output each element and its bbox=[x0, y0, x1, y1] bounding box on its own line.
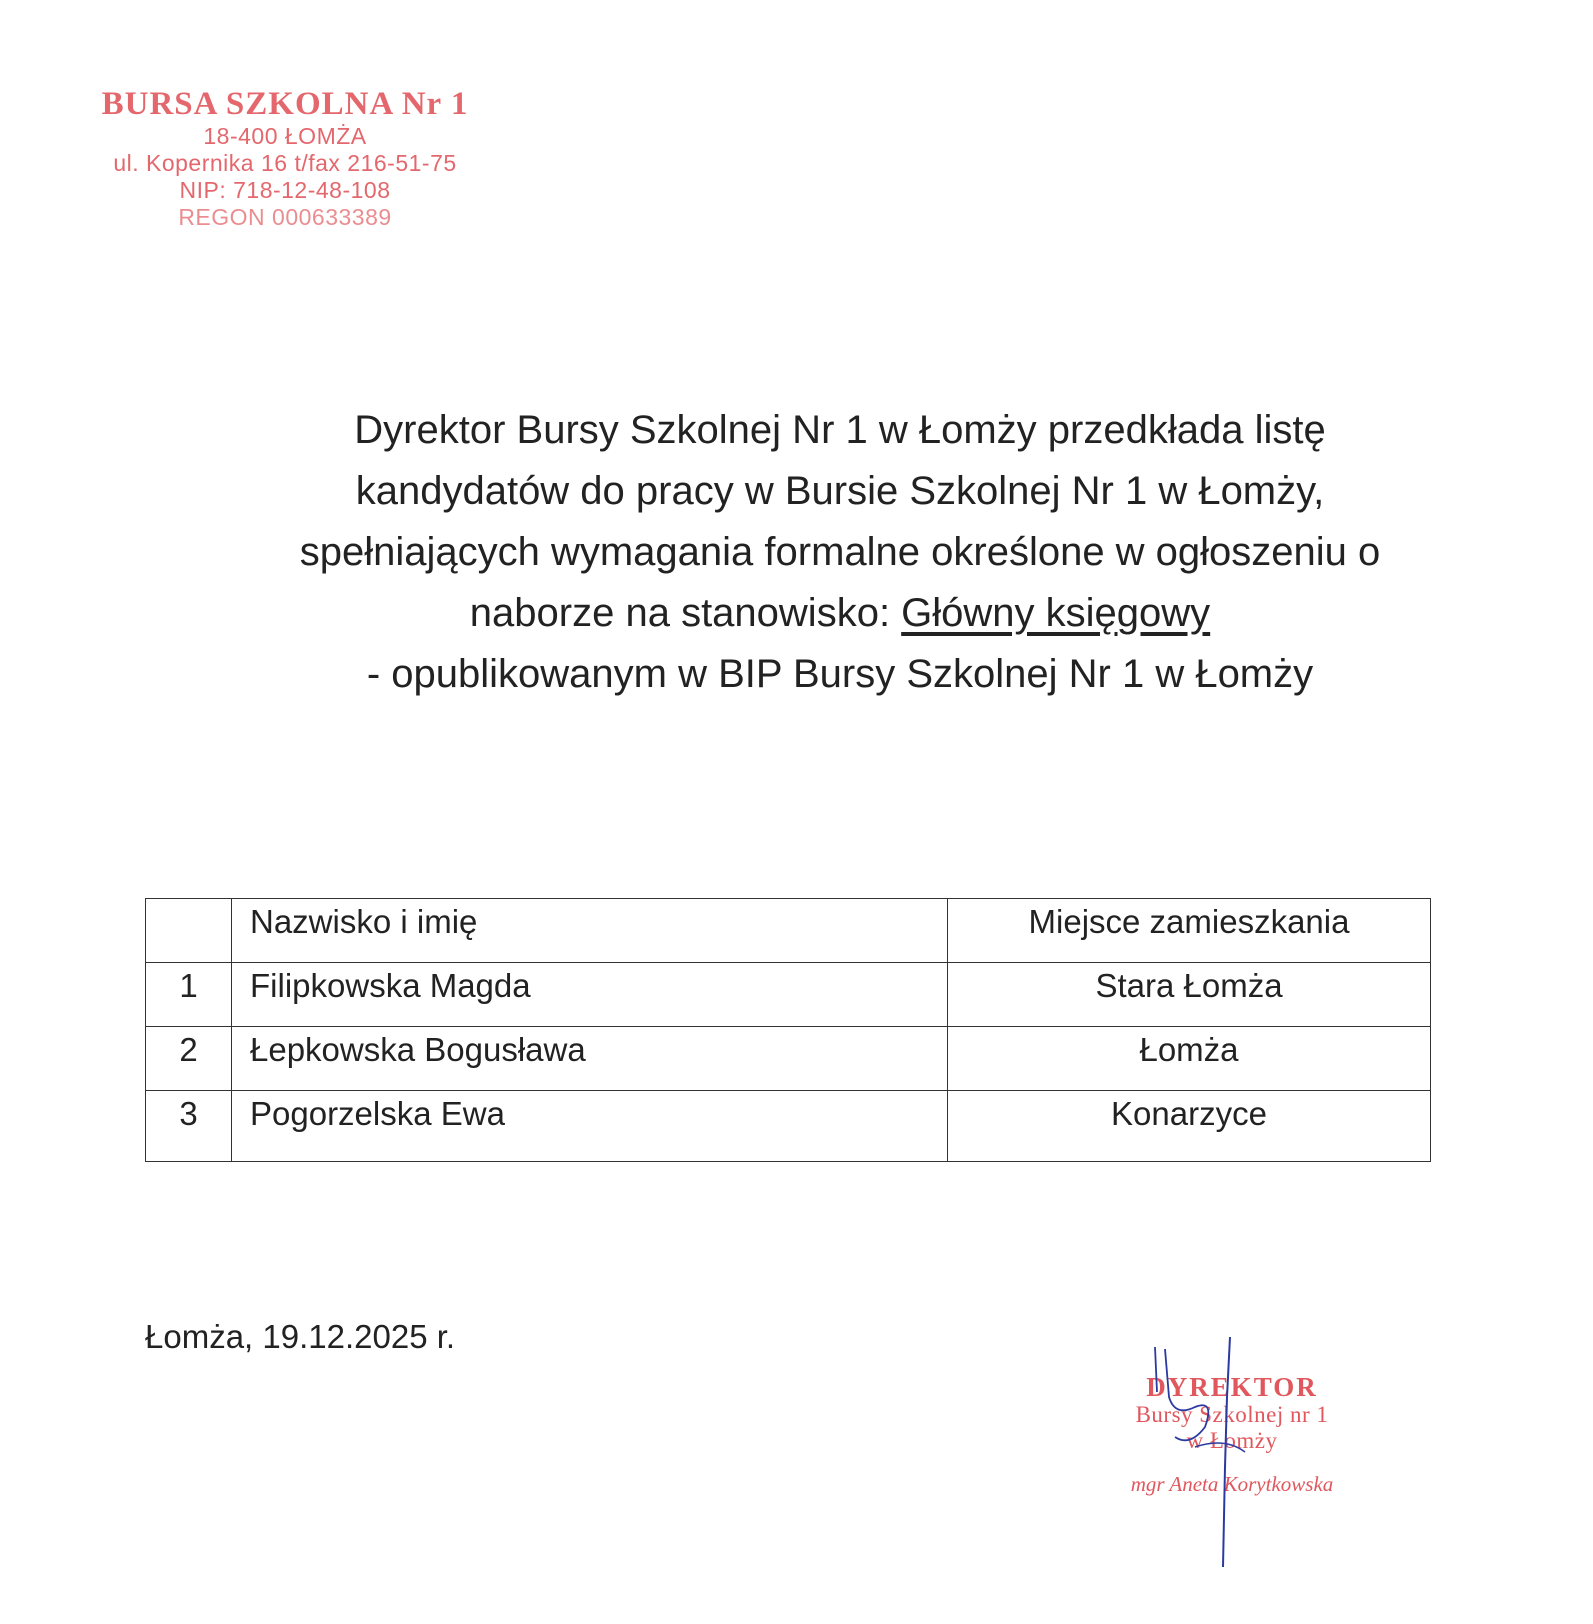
director-institution: Bursy Szkolnej nr 1 bbox=[1135, 1402, 1329, 1427]
stamp-name: BURSA SZKOLNA Nr 1 bbox=[101, 86, 469, 122]
row-name: Łepkowska Bogusława bbox=[232, 1027, 948, 1091]
stamp-address: ul. Kopernika 16 t/fax 216-51-75 bbox=[113, 150, 457, 176]
row-place: Konarzyce bbox=[948, 1091, 1431, 1162]
stamp-nip: NIP: 718-12-48-108 bbox=[179, 177, 391, 203]
row-name: Pogorzelska Ewa bbox=[232, 1091, 948, 1162]
row-place: Łomża bbox=[948, 1027, 1431, 1091]
intro-line-3: spełniających wymagania formalne określone w ogłoszeniu o bbox=[299, 530, 1381, 574]
intro-line-4 bbox=[130, 583, 1550, 644]
row-no: 1 bbox=[146, 963, 232, 1027]
handwritten-signature bbox=[1135, 1337, 1255, 1567]
header-place: Miejsce zamieszkania bbox=[948, 899, 1431, 963]
table-header-row bbox=[146, 899, 1431, 963]
header-no bbox=[146, 899, 232, 963]
job-position: Główny księgowy bbox=[901, 591, 1211, 635]
row-place: Stara Łomża bbox=[948, 963, 1431, 1027]
intro-line-2: kandydatów do pracy w Bursie Szkolnej Nr 1 w Łomży, bbox=[355, 469, 1325, 513]
stamp-city: 18-400 ŁOMŻA bbox=[203, 123, 367, 149]
row-no: 2 bbox=[146, 1027, 232, 1091]
intro-paragraph bbox=[130, 400, 1550, 705]
stamp-regon: REGON 000633389 bbox=[178, 204, 392, 230]
document-date: Łomża, 19.12.2025 r. bbox=[145, 1318, 456, 1355]
row-name: Filipkowska Magda bbox=[232, 963, 948, 1027]
intro-line-4-prefix: naborze na stanowisko: bbox=[469, 591, 902, 635]
director-name: mgr Aneta Korytkowska bbox=[1130, 1472, 1334, 1496]
table-row bbox=[146, 1027, 1431, 1091]
candidates-table bbox=[145, 898, 1431, 1162]
header-name: Nazwisko i imię bbox=[232, 899, 948, 963]
intro-line-1: Dyrektor Bursy Szkolnej Nr 1 w Łomży przedkłada listę bbox=[354, 408, 1326, 452]
row-no: 3 bbox=[146, 1091, 232, 1162]
institution-stamp bbox=[70, 85, 500, 231]
director-city: w Łomży bbox=[1186, 1428, 1278, 1453]
table-row bbox=[146, 1091, 1431, 1162]
table-row bbox=[146, 963, 1431, 1027]
director-title: DYREKTOR bbox=[1146, 1372, 1318, 1402]
intro-line-5: - opublikowanym w BIP Bursy Szkolnej Nr 1 w Łomży bbox=[366, 652, 1314, 696]
